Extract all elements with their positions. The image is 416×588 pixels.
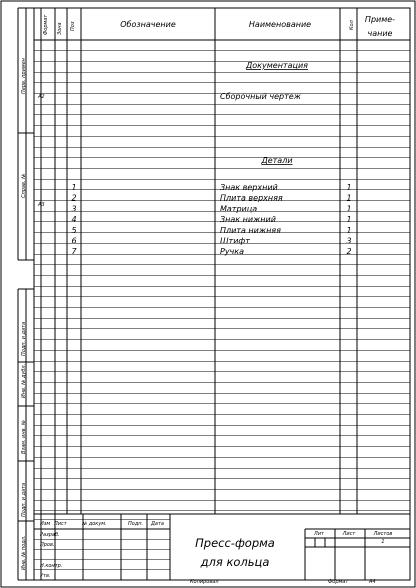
header-name: Наименование (248, 20, 312, 29)
side-podp-data-1: Подп. и дата (21, 321, 27, 356)
part-name: Знак верхний (220, 183, 278, 192)
footer-copied: Копировал (190, 579, 219, 585)
part-name: Штифт (220, 236, 250, 246)
side-inv-dubl: Инв. № дубл. (21, 363, 27, 398)
part-pos: 1 (71, 183, 77, 192)
tb-list: Лист (54, 521, 67, 527)
tb-lit: Лит (314, 531, 324, 537)
part-name: Плита нижняя (220, 225, 281, 235)
tb-listov: Листов (373, 531, 393, 537)
part-pos: 6 (71, 236, 77, 246)
side-podp-data-2: Подп. и дата (21, 482, 27, 517)
header-format: Формат (43, 14, 49, 35)
side-perv-primen: Перв. примен (21, 58, 27, 94)
footer-format-value: А4 (369, 579, 376, 585)
part-qty: 1 (346, 183, 352, 192)
parts-list (71, 183, 351, 256)
tb-prov: Пров. (40, 542, 55, 548)
part-name: Ручка (220, 247, 245, 257)
part-name: Плита верхняя (220, 193, 283, 203)
part-qty: 1 (346, 193, 352, 203)
doc-row-format: А2 (38, 94, 45, 100)
section-documentation: Документация (246, 61, 308, 70)
header-note-1: Приме- (364, 15, 396, 24)
part-pos: 5 (71, 225, 77, 235)
side-inv-podl: Инв. № подл. (21, 535, 27, 570)
header-pos: Поз (70, 21, 76, 31)
header-qty: Кол (349, 20, 355, 30)
tb-title-line1: Пресс-форма (195, 536, 275, 550)
part-qty: 2 (346, 247, 352, 257)
part-qty: 1 (346, 215, 352, 225)
part-name: Матрица (220, 204, 258, 214)
tb-podp: Подп. (128, 521, 144, 527)
part-name: Знак нижний (220, 215, 276, 225)
tb-list2: Лист (342, 531, 356, 537)
part-qty: 1 (346, 225, 352, 235)
header-designation: Обозначение (120, 20, 176, 29)
part-qty: 1 (346, 204, 352, 214)
tb-listov-value: 1 (381, 539, 385, 545)
tb-izm: Изм (40, 521, 51, 527)
side-vzam-inv: Взам. инв. № (21, 420, 27, 454)
tb-title-line2: для кольца (200, 555, 270, 569)
header-note-2: чание (367, 29, 393, 38)
header-zone: Зона (57, 22, 63, 35)
part-pos: 4 (71, 215, 77, 225)
footer-format-label: Формат (328, 579, 349, 585)
section-details: Детали (261, 156, 293, 165)
tb-utv: Утв. (40, 573, 51, 579)
tb-n-kontr: Н.контр. (40, 563, 63, 569)
side-sprav-no: Справ. № (21, 173, 27, 198)
part-pos: 3 (71, 204, 77, 214)
grid-lines (1, 1, 415, 587)
part-qty: 3 (346, 236, 352, 246)
part-pos: 2 (71, 193, 77, 203)
tb-data: Дата (151, 521, 164, 527)
detail-format: А3 (38, 202, 45, 208)
doc-row-name: Сборочный чертеж (220, 92, 301, 101)
tb-razrab: Разраб. (40, 532, 60, 538)
part-pos: 7 (71, 247, 77, 257)
tb-doc-no: № докум. (82, 521, 107, 527)
